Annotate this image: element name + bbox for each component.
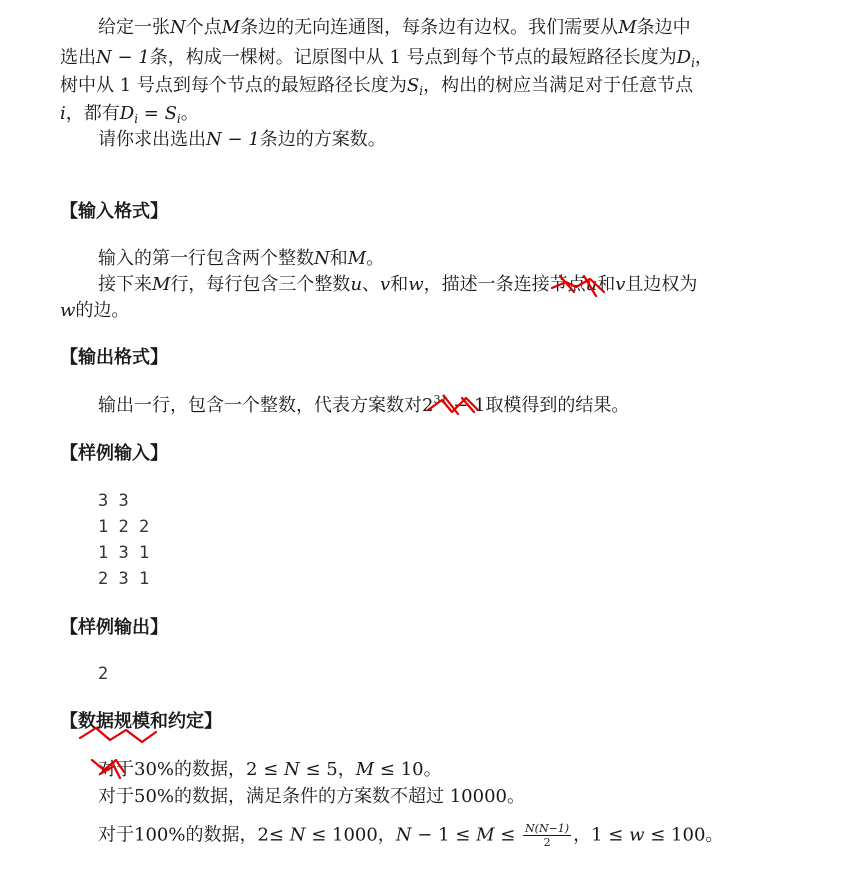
output-format-line-1: 输出一行，包含一个整数，代表方案数对$2^{31} - 1$取模得到的结果。 <box>98 393 630 416</box>
sample-input-line-3: 1 3 1 <box>98 543 150 563</box>
description-line-5: 请你求出选出N − 1条边的方案数。 <box>98 129 386 150</box>
input-format-line-3: w的边。 <box>60 300 130 321</box>
fraction: $\frac{N(N-1)}{2}$ <box>525 822 570 849</box>
sample-input-line-2: 1 2 2 <box>98 517 150 537</box>
input-format-heading: 【输入格式】 <box>60 201 168 222</box>
description-line-2: 选出N − 1条，构成一棵树。记原图中从 1 号点到每个节点的最短路径长度为$D_i$， <box>60 47 713 70</box>
sample-input-heading: 【样例输入】 <box>60 443 168 464</box>
sample-input-line-1: 3 3 <box>98 491 129 511</box>
constraints-line-3: 对于100%的数据，2≤ N ≤ 1000，N − 1 ≤ M ≤ $\frac{N(N-1)}{2}$ ，1 ≤ w ≤ 100。 <box>98 822 724 849</box>
sample-input-line-4: 2 3 1 <box>98 569 150 589</box>
constraints-heading: 【数据规模和约定】 <box>60 711 222 732</box>
sample-output-value: 2 <box>98 664 109 684</box>
description-line-1: 给定一张N个点M条边的无向连通图，每条边有边权。我们需要从M条边中 <box>98 17 691 38</box>
input-format-line-2: 接下来M行，每行包含三个整数u、v和w，描述一条连接节点u和v且边权为 <box>98 274 698 295</box>
input-format-line-1: 输入的第一行包含两个整数N和M。 <box>98 248 385 269</box>
constraints-line-1: 对于30%的数据，2 ≤ N ≤ 5，M ≤ 10。 <box>98 759 442 780</box>
output-format-heading: 【输出格式】 <box>60 347 168 368</box>
constraints-line-2: 对于50%的数据，满足条件的方案数不超过 10000。 <box>98 786 525 807</box>
description-line-4: i，都有$D_i = S_i$。 <box>60 103 199 126</box>
description-line-3: 树中从 1 号点到每个节点的最短路径长度为$S_i$，构出的树应当满足对于任意节点 <box>60 75 694 98</box>
sample-output-heading: 【样例输出】 <box>60 617 168 638</box>
